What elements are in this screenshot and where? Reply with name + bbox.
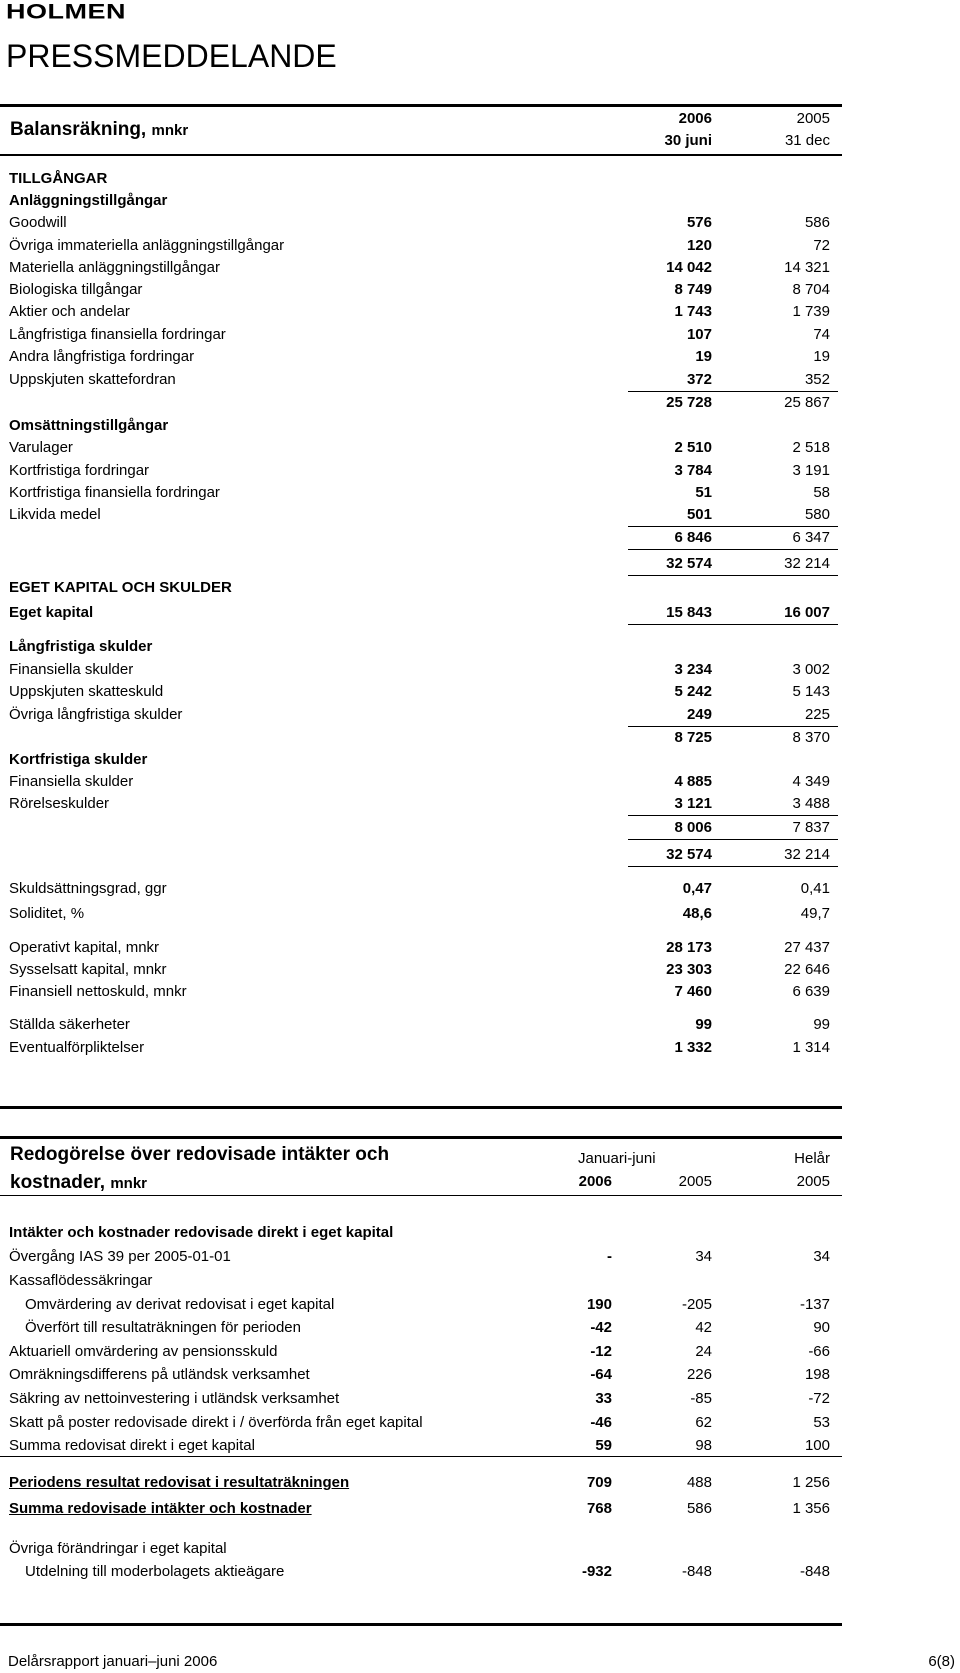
income-row-value-2006: 709 <box>586 1474 612 1491</box>
income-row-value-2006: - <box>607 1248 612 1265</box>
balance-row-label: Uppskjuten skatteskuld <box>9 683 164 700</box>
income-row-value-2005-year: 1 356 <box>792 1500 830 1517</box>
income-row-value-2005-jun: 42 <box>695 1319 712 1336</box>
balance-row-value-2006: 7 460 <box>674 983 712 1000</box>
page-title: PRESSMEDDELANDE <box>6 38 337 74</box>
balance-title <box>10 121 188 139</box>
income-row-label: Utdelning till moderbolagets aktieägare <box>25 1563 285 1580</box>
balance-row-value-2006: 8 006 <box>674 819 712 836</box>
balance-title-text: Balansräkning, <box>10 119 147 140</box>
balance-row-value-2005: 0,41 <box>800 880 830 897</box>
balance-row-label: Eget kapital <box>9 604 94 621</box>
balance-row-value-2005: 3 488 <box>792 795 830 812</box>
balance-row-label: Soliditet, % <box>9 905 85 922</box>
balance-row-value-2006: 2 510 <box>674 439 712 456</box>
income-row-value-2005-jun: 488 <box>686 1474 712 1491</box>
balance-row-value-2005: 58 <box>813 484 830 501</box>
income-row-value-2006: 59 <box>595 1437 612 1454</box>
income-col1: 2006 <box>578 1173 612 1190</box>
income-row-label: Övriga förändringar i eget kapital <box>9 1540 227 1557</box>
income-row-value-2005-jun: 226 <box>686 1366 712 1383</box>
income-row-label: Säkring av nettoinvestering i utländsk verksamhet <box>9 1390 340 1407</box>
footer-left: Delårsrapport januari–juni 2006 <box>8 1653 218 1670</box>
balance-row-value-2005: 22 646 <box>784 961 830 978</box>
balance-row-value-2006: 4 885 <box>674 773 712 790</box>
balance-row-value-2006: 576 <box>686 214 712 231</box>
balance-row-value-2006: 3 784 <box>674 462 712 479</box>
balance-row-value-2005: 25 867 <box>784 394 830 411</box>
income-row-label: Omräkningsdifferens på utländsk verksamhet <box>9 1366 310 1383</box>
balance-row-value-2006: 25 728 <box>666 394 712 411</box>
balance-row-value-2005: 72 <box>813 237 830 254</box>
balance-row-value-2006: 1 332 <box>674 1039 712 1056</box>
income-row-label: Överfört till resultaträkningen för perioden <box>25 1319 301 1336</box>
balance-row-label: Rörelseskulder <box>9 795 110 812</box>
income-row-value-2005-year: -72 <box>808 1390 830 1407</box>
balance-row-value-2006: 6 846 <box>674 529 712 546</box>
balance-row-value-2005: 3 191 <box>792 462 830 479</box>
balance-row-value-2006: 107 <box>686 326 712 343</box>
balance-row-value-2005: 8 704 <box>792 281 830 298</box>
income-row-label: Aktuariell omvärdering av pensionsskuld <box>9 1343 278 1360</box>
income-row-value-2005-year: 100 <box>804 1437 830 1454</box>
balance-row-label: Operativt kapital, mnkr <box>9 939 160 956</box>
balance-row-label: Långfristiga finansiella fordringar <box>9 326 226 343</box>
balance-row-value-2006: 249 <box>686 706 712 723</box>
balance-row-value-2005: 580 <box>804 506 830 523</box>
balance-row-label: Anläggningstillgångar <box>9 192 168 209</box>
income-row-value-2006: 33 <box>595 1390 612 1407</box>
income-row-value-2005-year: 53 <box>813 1414 830 1431</box>
income-row-label: Periodens resultat redovisat i resultaträkningen <box>9 1474 350 1491</box>
balance-row-label: Finansiella skulder <box>9 661 134 678</box>
income-col2: 2005 <box>678 1173 712 1190</box>
balance-row-value-2005: 99 <box>813 1016 830 1033</box>
balance-row-value-2005: 74 <box>813 326 830 343</box>
balance-row-value-2006: 3 121 <box>674 795 712 812</box>
balance-row-value-2006: 501 <box>686 506 712 523</box>
balance-row-value-2005: 32 214 <box>784 846 830 863</box>
income-row-value-2005-year: -848 <box>799 1563 830 1580</box>
income-group-helar: Helår <box>794 1150 830 1167</box>
balance-row-label: Andra långfristiga fordringar <box>9 348 195 365</box>
income-row-label: Övergång IAS 39 per 2005-01-01 <box>9 1248 231 1265</box>
balance-row-value-2006: 28 173 <box>666 939 712 956</box>
balance-row-label: Kortfristiga skulder <box>9 751 148 768</box>
income-row-value-2005-jun: -205 <box>681 1296 712 1313</box>
balance-subtotal-rule <box>628 575 838 576</box>
balance-row-value-2006: 51 <box>695 484 712 501</box>
balance-top-rule <box>0 104 842 107</box>
income-row-value-2005-jun: 34 <box>695 1248 712 1265</box>
balance-row-label: Biologiska tillgångar <box>9 281 143 298</box>
income-row-label: Summa redovisat direkt i eget kapital <box>9 1437 255 1454</box>
income-header-rule <box>0 1195 842 1196</box>
balance-row-value-2005: 19 <box>813 348 830 365</box>
income-row-value-2005-jun: -848 <box>681 1563 712 1580</box>
income-row-value-2005-jun: 24 <box>695 1343 712 1360</box>
income-row-value-2005-jun: -85 <box>690 1390 712 1407</box>
balance-row-label: Ställda säkerheter <box>9 1016 130 1033</box>
balance-row-label: Finansiell nettoskuld, mnkr <box>9 983 187 1000</box>
income-row-value-2005-year: -137 <box>799 1296 830 1313</box>
company-logo: HOLMEN <box>6 0 126 24</box>
balance-row-value-2005: 6 639 <box>792 983 830 1000</box>
balance-bottom-rule <box>0 1106 842 1109</box>
balance-row-value-2005: 7 837 <box>792 819 830 836</box>
balance-row-value-2005: 3 002 <box>792 661 830 678</box>
balance-header-rule <box>0 154 842 156</box>
balance-subtotal-rule <box>628 815 838 816</box>
balance-row-value-2005: 14 321 <box>784 259 830 276</box>
balance-row-value-2005: 27 437 <box>784 939 830 956</box>
balance-row-value-2005: 2 518 <box>792 439 830 456</box>
balance-row-value-2006: 8 725 <box>674 729 712 746</box>
balance-row-value-2006: 1 743 <box>674 303 712 320</box>
balance-row-value-2006: 99 <box>695 1016 712 1033</box>
balance-row-value-2006: 372 <box>686 371 712 388</box>
income-row-value-2005-year: 34 <box>813 1248 830 1265</box>
balance-row-label: Likvida medel <box>9 506 101 523</box>
income-row-label: Omvärdering av derivat redovisat i eget kapital <box>25 1296 335 1313</box>
balance-row-label: Uppskjuten skattefordran <box>9 371 176 388</box>
balance-row-value-2005: 49,7 <box>800 905 830 922</box>
balance-row-label: Aktier och andelar <box>9 303 130 320</box>
income-row-value-2006: -42 <box>590 1319 612 1336</box>
balance-row-label: Långfristiga skulder <box>9 638 153 655</box>
income-row-label: Kassaflödessäkringar <box>9 1272 153 1289</box>
balance-title-unit: mnkr <box>151 122 189 139</box>
balance-row-value-2006: 8 749 <box>674 281 712 298</box>
balance-row-value-2006: 0,47 <box>682 880 712 897</box>
balance-subtotal-rule <box>628 391 838 392</box>
balance-row-value-2006: 19 <box>695 348 712 365</box>
income-title-line2-text: kostnader, <box>10 1172 106 1193</box>
balance-row-value-2005: 225 <box>804 706 830 723</box>
balance-row-value-2006: 32 574 <box>666 555 712 572</box>
balance-row-value-2005: 8 370 <box>792 729 830 746</box>
balance-row-label: Kortfristiga finansiella fordringar <box>9 484 220 501</box>
balance-col2-year: 2005 <box>796 110 830 127</box>
income-row-label: Intäkter och kostnader redovisade direkt i eget kapital <box>9 1224 394 1241</box>
balance-subtotal-rule <box>628 839 838 840</box>
income-row-label: Summa redovisade intäkter och kostnader <box>9 1500 312 1517</box>
income-row-value-2006: -12 <box>590 1343 612 1360</box>
income-title-unit: mnkr <box>110 1175 148 1192</box>
income-summary-rule <box>0 1456 842 1457</box>
balance-row-value-2006: 5 242 <box>674 683 712 700</box>
income-row-value-2006: -932 <box>581 1563 612 1580</box>
balance-row-value-2006: 48,6 <box>682 905 712 922</box>
balance-col1-date: 30 juni <box>664 132 712 149</box>
balance-row-label: Övriga immateriella anläggningstillgångar <box>9 237 285 254</box>
balance-row-value-2005: 6 347 <box>792 529 830 546</box>
balance-row-value-2005: 4 349 <box>792 773 830 790</box>
balance-row-label: TILLGÅNGAR <box>9 170 108 187</box>
income-row-value-2005-jun: 586 <box>686 1500 712 1517</box>
balance-row-value-2005: 1 739 <box>792 303 830 320</box>
income-row-value-2005-year: 90 <box>813 1319 830 1336</box>
income-row-value-2006: 190 <box>586 1296 612 1313</box>
income-col3: 2005 <box>796 1173 830 1190</box>
income-title-line2 <box>10 1174 147 1192</box>
income-row-value-2006: -46 <box>590 1414 612 1431</box>
balance-row-value-2005: 16 007 <box>784 604 830 621</box>
income-group-januari-juni: Januari-juni <box>578 1150 656 1167</box>
balance-subtotal-rule <box>628 866 838 867</box>
balance-row-value-2006: 3 234 <box>674 661 712 678</box>
income-row-value-2005-year: -66 <box>808 1343 830 1360</box>
income-row-value-2005-jun: 98 <box>695 1437 712 1454</box>
income-row-value-2005-year: 198 <box>804 1366 830 1383</box>
balance-row-value-2006: 14 042 <box>666 259 712 276</box>
balance-row-label: Kortfristiga fordringar <box>9 462 150 479</box>
balance-row-value-2006: 15 843 <box>666 604 712 621</box>
income-row-value-2005-jun: 62 <box>695 1414 712 1431</box>
income-bottom-rule <box>0 1623 842 1626</box>
income-top-rule <box>0 1136 842 1139</box>
balance-subtotal-rule <box>628 549 838 550</box>
balance-row-label: Materiella anläggningstillgångar <box>9 259 220 276</box>
balance-row-value-2005: 352 <box>804 371 830 388</box>
income-title-line1: Redogörelse över redovisade intäkter och <box>10 1144 390 1165</box>
income-row-label: Skatt på poster redovisade direkt i / överförda från eget kapital <box>9 1414 423 1431</box>
income-row-value-2006: 768 <box>586 1500 612 1517</box>
balance-row-label: Varulager <box>9 439 73 456</box>
income-row-value-2005-year: 1 256 <box>792 1474 830 1491</box>
income-row-value-2006: -64 <box>590 1366 612 1383</box>
balance-row-label: Sysselsatt kapital, mnkr <box>9 961 167 978</box>
balance-row-label: Omsättningstillgångar <box>9 417 169 434</box>
balance-col2-date: 31 dec <box>784 132 830 149</box>
balance-row-value-2005: 32 214 <box>784 555 830 572</box>
balance-row-value-2006: 32 574 <box>666 846 712 863</box>
balance-col1-year: 2006 <box>678 110 712 127</box>
balance-row-label: EGET KAPITAL OCH SKULDER <box>9 579 232 596</box>
balance-row-value-2005: 586 <box>804 214 830 231</box>
balance-row-value-2006: 120 <box>686 237 712 254</box>
balance-row-label: Skuldsättningsgrad, ggr <box>9 880 167 897</box>
balance-row-value-2006: 23 303 <box>666 961 712 978</box>
balance-subtotal-rule <box>628 624 838 625</box>
footer-page-number: 6(8) <box>928 1653 955 1670</box>
balance-row-label: Övriga långfristiga skulder <box>9 706 183 723</box>
balance-row-value-2005: 1 314 <box>792 1039 830 1056</box>
balance-row-label: Goodwill <box>9 214 67 231</box>
balance-row-label: Finansiella skulder <box>9 773 134 790</box>
balance-row-value-2005: 5 143 <box>792 683 830 700</box>
balance-subtotal-rule <box>628 726 838 727</box>
balance-row-label: Eventualförpliktelser <box>9 1039 145 1056</box>
balance-subtotal-rule <box>628 526 838 527</box>
